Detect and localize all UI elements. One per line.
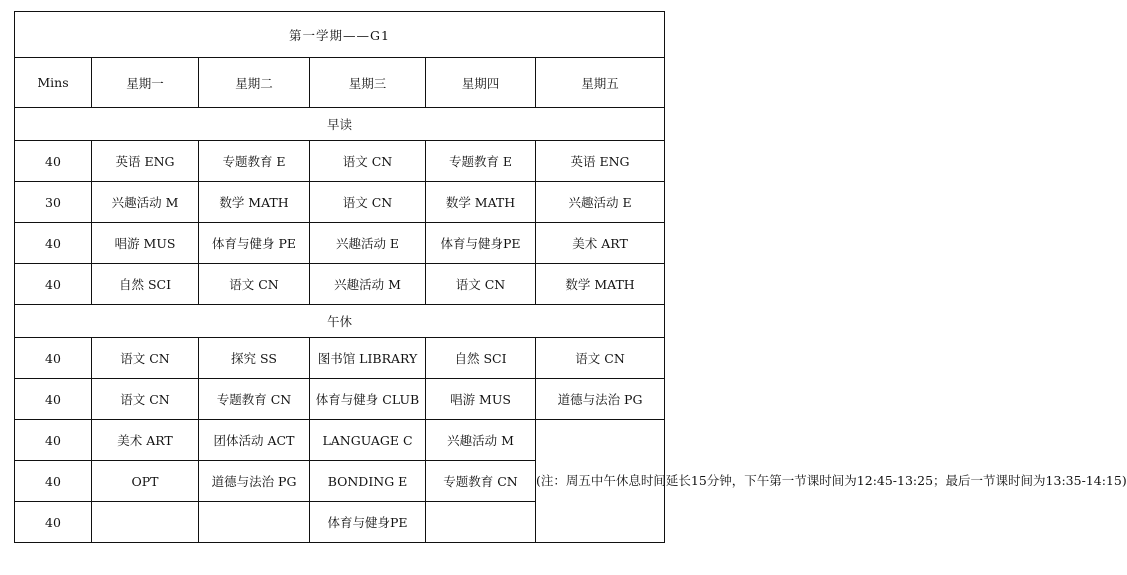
table-cell: 唱游 MUS	[92, 223, 199, 264]
table-row	[15, 420, 665, 461]
table-row	[15, 338, 665, 379]
table-cell: 40	[15, 264, 92, 305]
table-row	[15, 141, 665, 182]
table-cell: 40	[15, 338, 92, 379]
table-cell: 40	[15, 379, 92, 420]
table-cell: 专题教育 CN	[199, 379, 310, 420]
table-cell: 数学 MATH	[199, 182, 310, 223]
section-row-morning	[15, 108, 665, 141]
table-cell: 图书馆 LIBRARY	[310, 338, 426, 379]
table-cell: 语文 CN	[310, 141, 426, 182]
table-cell: 自然 SCI	[92, 264, 199, 305]
table-cell: 体育与健身PE	[310, 502, 426, 543]
table-cell: 语文 CN	[92, 338, 199, 379]
table-cell: 道德与法治 PG	[536, 379, 665, 420]
table-cell: 体育与健身 CLUB	[310, 379, 426, 420]
header-thursday: 星期四	[426, 58, 536, 108]
timetable-sheet	[14, 11, 1127, 543]
header-mins: Mins	[15, 58, 92, 108]
friday-note: (注：周五中午休息时间延长15分钟，下午第一节课时间为12:45-13:25；最后一节课时间为13:35-14:15)	[536, 420, 665, 543]
table-cell: 兴趣活动 M	[310, 264, 426, 305]
table-cell: 美术 ART	[92, 420, 199, 461]
table-cell: BONDING E	[310, 461, 426, 502]
table-cell: OPT	[92, 461, 199, 502]
table-cell: 体育与健身PE	[426, 223, 536, 264]
table-cell: 体育与健身 PE	[199, 223, 310, 264]
table-cell: 兴趣活动 M	[426, 420, 536, 461]
section-row-noon	[15, 305, 665, 338]
table-cell: 兴趣活动 E	[310, 223, 426, 264]
title-row	[15, 12, 665, 58]
header-row	[15, 58, 665, 108]
table-cell: 英语 ENG	[536, 141, 665, 182]
table-cell: 专题教育 E	[199, 141, 310, 182]
table-cell: 语文 CN	[199, 264, 310, 305]
table-cell: 数学 MATH	[536, 264, 665, 305]
table-cell: 30	[15, 182, 92, 223]
table-cell: 道德与法治 PG	[199, 461, 310, 502]
table-cell: 自然 SCI	[426, 338, 536, 379]
header-friday: 星期五	[536, 58, 665, 108]
table-row	[15, 264, 665, 305]
table-row	[15, 182, 665, 223]
table-cell: 数学 MATH	[426, 182, 536, 223]
table-cell: 40	[15, 502, 92, 543]
table-cell: 语文 CN	[536, 338, 665, 379]
table-cell: 专题教育 CN	[426, 461, 536, 502]
table-cell: 语文 CN	[426, 264, 536, 305]
table-cell: 专题教育 E	[426, 141, 536, 182]
header-wednesday: 星期三	[310, 58, 426, 108]
timetable	[14, 11, 1127, 543]
table-cell: 兴趣活动 E	[536, 182, 665, 223]
table-cell: 40	[15, 223, 92, 264]
table-row	[15, 223, 665, 264]
table-row	[15, 379, 665, 420]
header-tuesday: 星期二	[199, 58, 310, 108]
table-cell	[426, 502, 536, 543]
table-cell: 语文 CN	[310, 182, 426, 223]
table-cell: 英语 ENG	[92, 141, 199, 182]
header-monday: 星期一	[92, 58, 199, 108]
table-cell: 40	[15, 141, 92, 182]
timetable-title: 第一学期——G1	[15, 12, 665, 58]
table-cell: 语文 CN	[92, 379, 199, 420]
table-cell: 探究 SS	[199, 338, 310, 379]
table-cell: 美术 ART	[536, 223, 665, 264]
section-label-noon: 午休	[15, 305, 665, 338]
table-cell: 团体活动 ACT	[199, 420, 310, 461]
table-cell	[199, 502, 310, 543]
table-cell: 40	[15, 420, 92, 461]
table-cell	[92, 502, 199, 543]
table-cell: 40	[15, 461, 92, 502]
table-cell: 唱游 MUS	[426, 379, 536, 420]
section-label-morning: 早读	[15, 108, 665, 141]
table-cell: 兴趣活动 M	[92, 182, 199, 223]
table-cell: LANGUAGE C	[310, 420, 426, 461]
